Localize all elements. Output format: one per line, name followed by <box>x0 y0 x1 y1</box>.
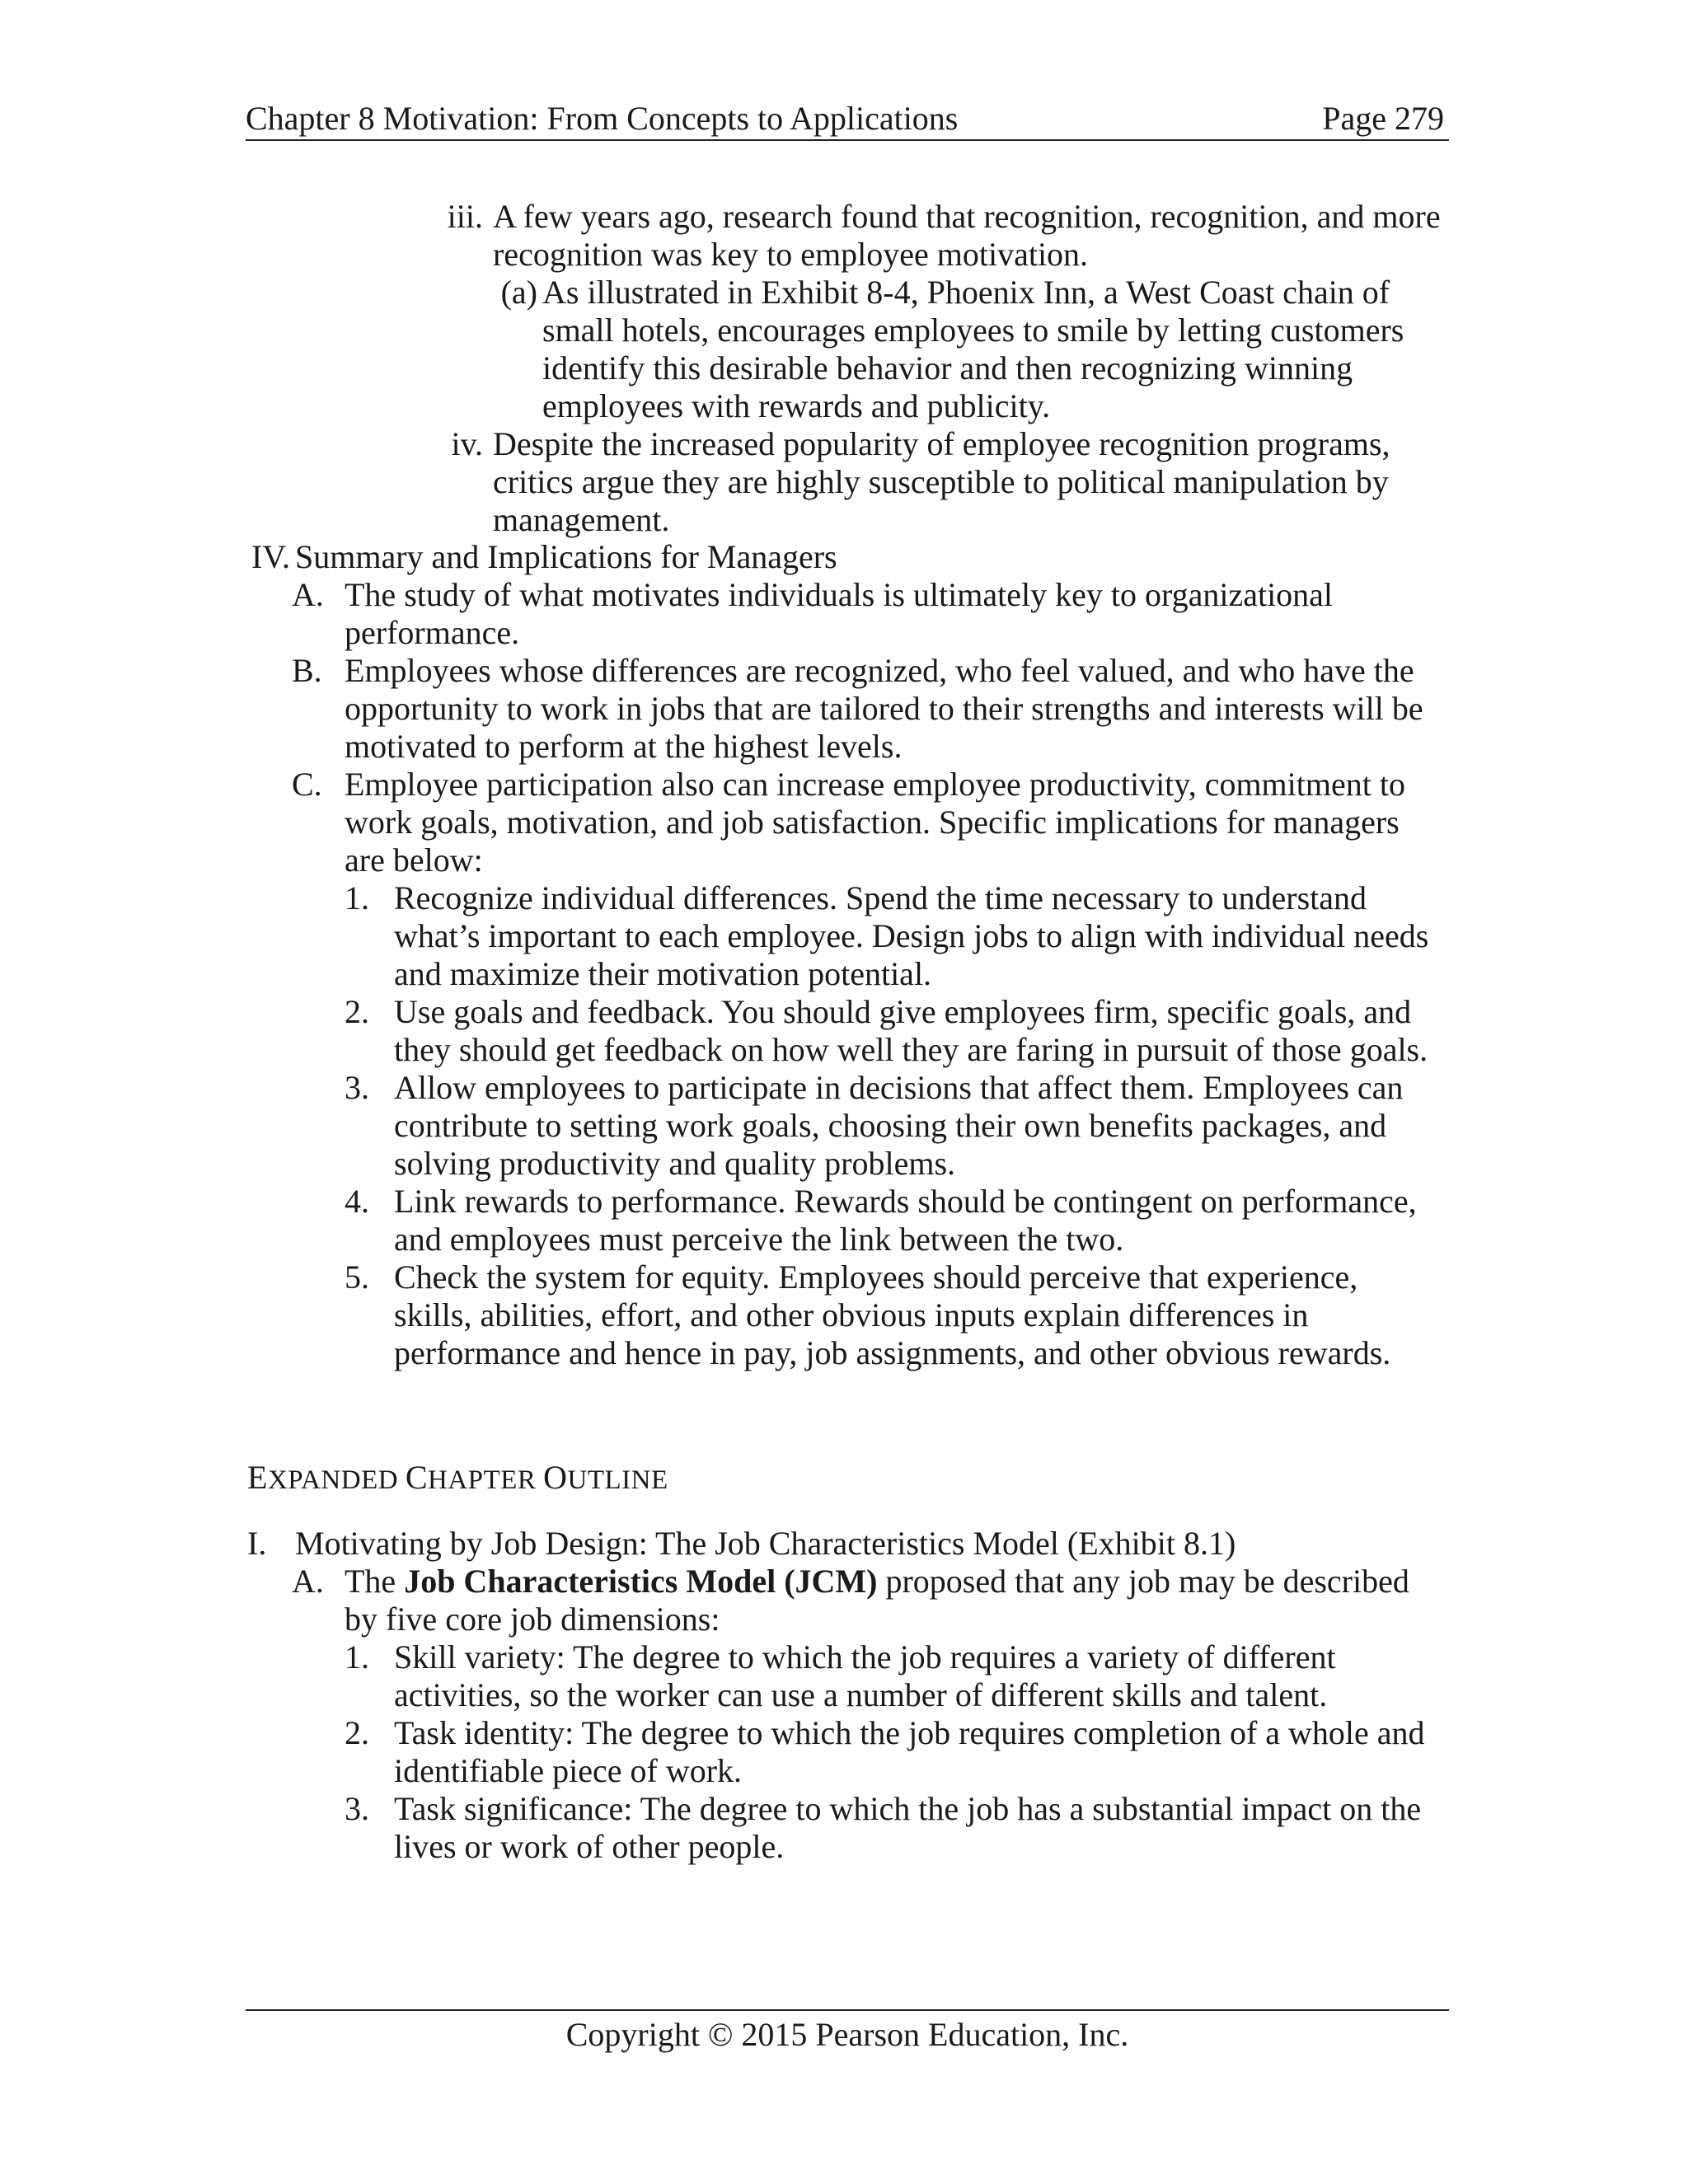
item-label: iii. <box>447 198 483 235</box>
outline-item-iv <box>451 425 1416 539</box>
section-label: I. <box>247 1525 267 1562</box>
item-label: 3. <box>345 1790 369 1827</box>
item-text: Link rewards to performance. Rewards should be contingent on performance, and employees must perceive the link between the two. <box>394 1183 1417 1258</box>
section-iv-item-b <box>292 652 1453 766</box>
dimension-item <box>345 1714 1441 1790</box>
item-label: (a) <box>500 274 537 311</box>
page-number: Page 279 <box>1322 100 1444 137</box>
item-label: 2. <box>345 1714 369 1751</box>
implication-item <box>345 1183 1424 1258</box>
item-text: Allow employees to participate in decisions that affect them. Employees can contribute to setting work goals, choosing their own benefits packages, and solving productivity and quality problems. <box>394 1069 1404 1182</box>
item-label: B. <box>292 652 322 689</box>
item-text: Employee participation also can increase employee productivity, commitment to work goals, motivation, and job satisfaction. Specific implications for managers are below: <box>345 766 1405 879</box>
section-iv-item-a <box>292 576 1416 652</box>
item-text: A few years ago, research found that recognition, recognition, and more recognition was key to employee motivation. <box>493 198 1441 273</box>
outline-item-iii <box>447 198 1449 274</box>
implication-item <box>345 879 1441 993</box>
item-text: Task significance: The degree to which the job has a substantial impact on the lives or work of other people. <box>394 1790 1422 1865</box>
copyright-footer: Copyright © 2015 Pearson Education, Inc. <box>565 2016 1129 2053</box>
section-iv-item-c <box>292 766 1441 879</box>
item-label: 1. <box>345 1638 369 1675</box>
item-text: Despite the increased popularity of employee recognition programs, critics argue they are highly susceptible to political manipulation by management. <box>493 425 1390 538</box>
jcm-term: Job Characteristics Model (JCM) <box>404 1563 878 1600</box>
expanded-outline-heading: EXPANDED CHAPTER OUTLINE <box>247 1459 668 1496</box>
item-text: Skill variety: The degree to which the job requires a variety of different activities, so the worker can use a number of different skills and talent. <box>394 1638 1336 1713</box>
item-label: A. <box>292 576 324 613</box>
implication-item <box>345 993 1432 1069</box>
item-text: The Job Characteristics Model (JCM) proposed that any job may be described by five core job dimensions: <box>345 1563 1409 1638</box>
item-text: Use goals and feedback. You should give employees firm, specific goals, and they should get feedback on how well they are faring in pursuit of those goals. <box>394 993 1428 1068</box>
item-text: Task identity: The degree to which the job requires completion of a whole and identifiable piece of work. <box>394 1714 1425 1789</box>
section-title: Motivating by Job Design: The Job Characteristics Model (Exhibit 8.1) <box>295 1525 1236 1562</box>
item-text: Recognize individual differences. Spend the time necessary to understand what’s important to each employee. Design jobs to align with individual needs and maximize their motivation potential. <box>394 879 1429 992</box>
section-iv-heading <box>251 538 1367 576</box>
footer-rule <box>246 2009 1449 2011</box>
dimension-item <box>345 1790 1441 1866</box>
dimension-item <box>345 1638 1383 1714</box>
item-text: As illustrated in Exhibit 8-4, Phoenix Inn, a West Coast chain of small hotels, encourages employees to smile by letting customers identify this desirable behavior and then recognizing winning employees with rewards and publicity. <box>542 274 1404 424</box>
item-label: 4. <box>345 1183 369 1220</box>
item-text: Employees whose differences are recognized, who feel valued, and who have the opportunity to work in jobs that are tailored to their strengths and interests will be motivated to perform at the highest levels. <box>345 652 1423 765</box>
outline-subitem-a <box>500 274 1416 425</box>
item-label: 3. <box>345 1069 369 1106</box>
implication-item <box>345 1258 1424 1372</box>
section-i-heading <box>247 1525 1408 1563</box>
item-label: 1. <box>345 879 369 916</box>
item-label: C. <box>292 766 322 803</box>
item-label: A. <box>292 1563 324 1600</box>
item-label: 5. <box>345 1258 369 1296</box>
item-label: 2. <box>345 993 369 1030</box>
section-title: Summary and Implications for Managers <box>295 538 837 575</box>
item-text: Check the system for equity. Employees should perceive that experience, skills, abilities, effort, and other obvious inputs explain differences in performance and hence in pay, job assignments, and other obvious rewards. <box>394 1258 1391 1371</box>
item-text: The study of what motivates individuals is ultimately key to organizational performance. <box>345 576 1334 651</box>
section-label: IV. <box>251 538 290 575</box>
page-header <box>246 97 1449 140</box>
implication-item <box>345 1069 1424 1183</box>
chapter-title: Chapter 8 Motivation: From Concepts to Applications <box>246 100 959 137</box>
item-label: iv. <box>451 425 483 462</box>
section-i-item-a <box>292 1563 1432 1638</box>
header-rule <box>246 139 1449 141</box>
